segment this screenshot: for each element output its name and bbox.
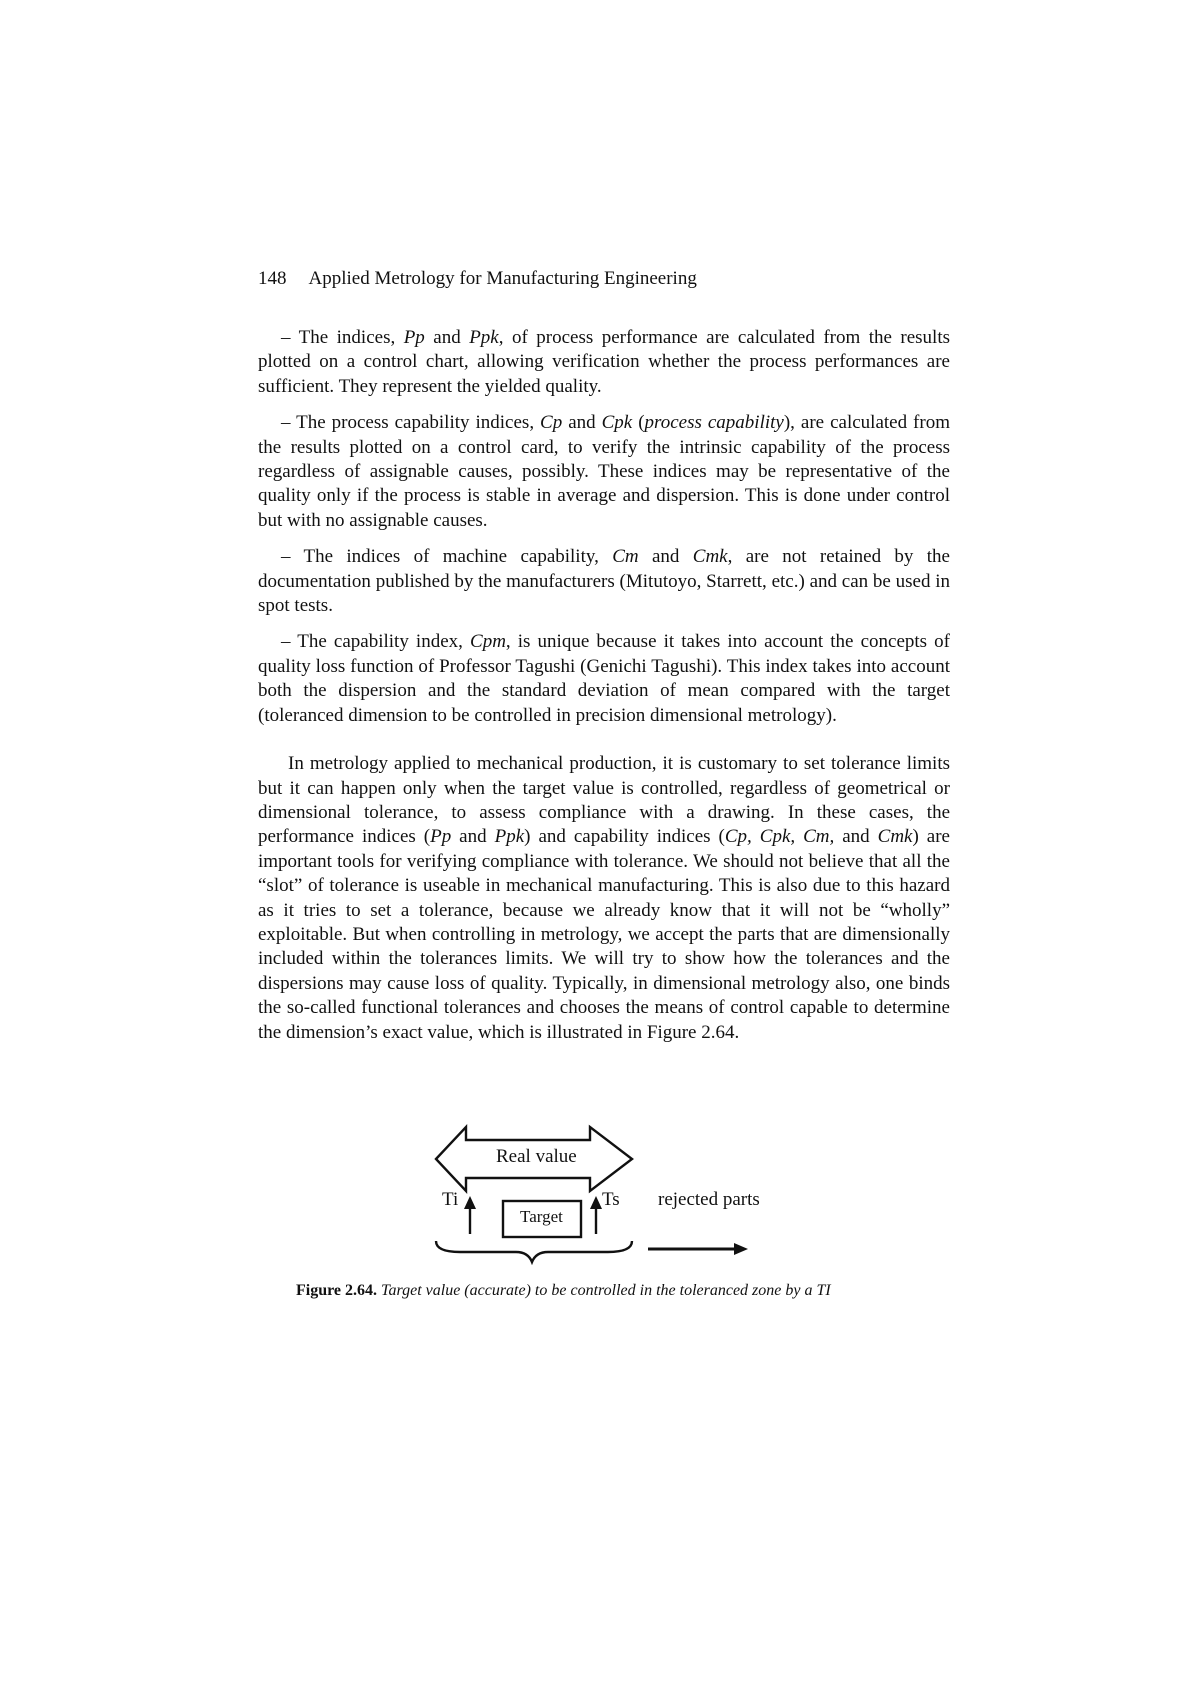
ts-label: Ts: [602, 1189, 620, 1210]
running-title: Applied Metrology for Manufacturing Engineering: [308, 268, 697, 289]
ti-arrow-head: [464, 1196, 476, 1209]
paragraph-cp-cpk: – The process capability indices, Cp and Cpk (process capability), are calculated from the results plotted on a control card, to verify the intrinsic capability of the process regardless of assignable causes, possibly. These indices may be representative of the quality only if the process is stable in average and dispersion. This is done under control but with no assignable causes.: [258, 412, 950, 531]
ti-label: Ti: [442, 1189, 459, 1210]
paragraph-pp-ppk: – The indices, Pp and Ppk, of process performance are calculated from the results plotted on a control chart, allowing verification whether the process performances are sufficient. They represent the yielded quality.: [258, 327, 951, 397]
caption-text: Target value (accurate) to be controlled in the toleranced zone by a TI: [381, 1282, 831, 1299]
target-label: Target: [520, 1207, 563, 1226]
figure-target-value: [430, 1110, 790, 1265]
ts-arrow-head: [590, 1196, 602, 1209]
paragraph-cpm: – The capability index, Cpm, is unique because it takes into account the concepts of quality loss function of Professor Tagushi (Genichi Tagushi). This index takes into account both the dispersion and the standard deviation of mean compared with the target (toleranced dimension to be controlled in precision dimensional metrology).: [258, 631, 950, 726]
page-number: 148: [258, 268, 287, 289]
figure-diagram: [430, 1110, 790, 1265]
tolerance-brace: [436, 1241, 632, 1262]
paragraph-metrology: In metrology applied to mechanical production, it is customary to set tolerance limits but it can happen only when the target value is controlled, regardless of geometrical or dimensional tolerance, to assess compliance with a drawing. In these cases, the performance indices (Pp and Ppk) and capability indices (Cp, Cpk, Cm, and Cmk) are important tools for verifying compliance with tolerance. We should not believe that all the “slot” of tolerance is useable in mechanical manufacturing. This is also due to this hazard as it tries to set a tolerance, because we already know that it will not be “wholly” exploitable. But when controlling in metrology, we accept the parts that are dimensionally included within the tolerances limits. We will try to show how the tolerances and the dispersions may cause loss of quality. Typically, in dimensional metrology also, one binds the so-called functional tolerances and chooses the means of control capable to determine the dimension’s exact value, which is illustrated in Figure 2.64.: [258, 753, 950, 1043]
rejected-parts-label: rejected parts: [658, 1189, 760, 1210]
real-value-label: Real value: [496, 1146, 577, 1167]
running-header: [258, 268, 697, 290]
caption-number: Figure 2.64.: [296, 1282, 378, 1299]
paragraph-cm-cmk: – The indices of machine capability, Cm and Cmk, are not retained by the documentation published by the manufacturers (Mitutoyo, Starrett, etc.) and can be used in spot tests.: [258, 546, 950, 617]
rejected-arrow-head: [734, 1243, 748, 1255]
figure-caption: [296, 1282, 916, 1300]
body-text: [258, 326, 950, 1045]
